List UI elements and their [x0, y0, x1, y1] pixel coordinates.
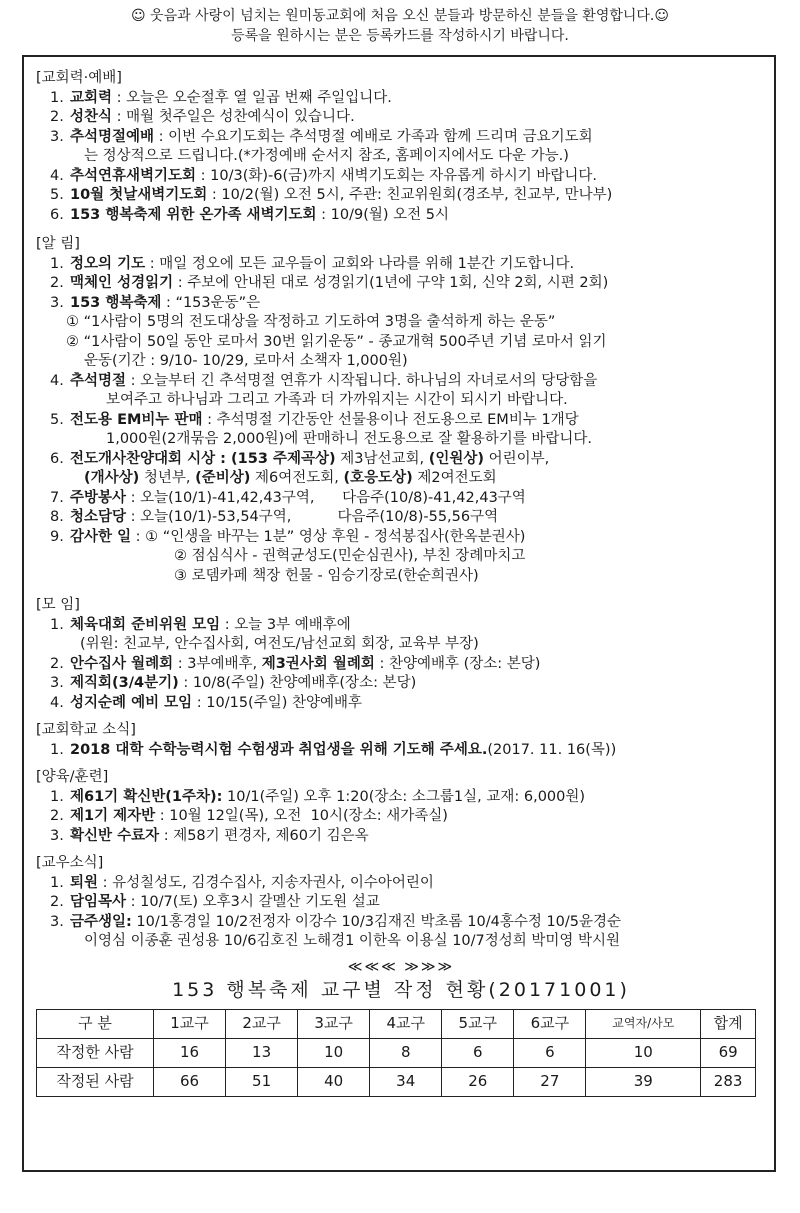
- list-item: 1. 퇴원 : 유성칠성도, 김경수집사, 지송자권사, 이수아어린이: [50, 874, 434, 891]
- table-header-cell: 3교구: [298, 1009, 370, 1038]
- table-header-cell: 합계: [701, 1009, 756, 1038]
- table-cell: 10: [586, 1038, 701, 1067]
- list-item: 8. 청소담당 : 오늘(10/1)-53,54구역, 다음주(10/8)-55,56구역: [50, 509, 499, 525]
- list-item: 4. 추석명절 : 오늘부터 긴 추석명절 연휴가 시작됩니다. 하나님의 자녀로서의 당당함을: [50, 372, 598, 389]
- list-item-continuation: 는 정상적으로 드립니다.(*가정예배 순서지 참조, 홈페이지에서도 다운 가능.): [84, 148, 569, 164]
- list-item: 2. 담임목사 : 10/7(토) 오후3시 갈멜산 기도원 설교: [50, 894, 380, 910]
- list-item: 2. 맥체인 성경읽기 : 주보에 안내된 대로 성경읽기(1년에 구약 1회, 신약 2회, 시편 2회): [50, 275, 609, 291]
- list-item: 2. 성찬식 : 매월 첫주일은 성찬예식이 있습니다.: [50, 109, 355, 125]
- list-item: 5. 전도용 EM비누 판매 : 추석명절 기간동안 선물용이나 전도용으로 EM비누 1개당: [50, 411, 579, 428]
- section-title-members: [교우소식]: [36, 855, 104, 871]
- table-cell: 51: [226, 1067, 298, 1096]
- table-cell: 6: [514, 1038, 586, 1067]
- list-item-continuation: (개사상) 청년부, (준비상) 제6여전도회, (호응도상) 제2여전도회: [84, 470, 497, 486]
- table-title: 153 행복축제 교구별 작정 현황(20171001): [172, 979, 630, 1001]
- list-item: 1. 교회력 : 오늘은 오순절후 열 일곱 번째 주일입니다.: [50, 89, 392, 106]
- list-item: 1. 2018 대학 수학능력시험 수험생과 취업생을 위해 기도해 주세요.(2017. 11. 16(목)): [50, 741, 617, 758]
- decorative-divider: ≪≪≪ ≫≫≫: [347, 958, 455, 975]
- table-header-row: [37, 1009, 756, 1038]
- list-item: 7. 주방봉사 : 오늘(10/1)-41,42,43구역, 다음주(10/8)-41,42,43구역: [50, 489, 526, 506]
- list-item: 4. 성지순례 예비 모임 : 10/15(주일) 찬양예배후: [50, 694, 363, 711]
- list-item-continuation: 이영심 이종훈 권성용 10/6김호진 노해경1 이한옥 이용실 10/7정성희 박미영 박시원: [84, 933, 621, 949]
- table-header-cell: 6교구: [514, 1009, 586, 1038]
- list-item: 2. 제1기 제자반 : 10월 12일(목), 오전 10시(장소: 새가족실): [50, 808, 448, 824]
- list-item-continuation: 운동(기간 : 9/10- 10/29, 로마서 소책자 1,000원): [84, 353, 408, 369]
- section-title-notice: [알 림]: [36, 236, 80, 252]
- table-cell: 6: [442, 1038, 514, 1067]
- list-item-continuation: 1,000원(2개묶음 2,000원)에 판매하니 전도용으로 잘 활용하기를 바랍니다.: [106, 431, 592, 447]
- table-cell: 10: [298, 1038, 370, 1067]
- list-item-continuation: 보여주고 하나님과 그리고 가족과 더 가까워지는 시간이 되시기 바랍니다.: [106, 392, 568, 408]
- table-cell: 40: [298, 1067, 370, 1096]
- section-title-school: [교회학교 소식]: [36, 722, 136, 738]
- list-item: 1. 제61기 확신반(1주차): 10/1(주일) 오후 1:20(장소: 소그룹1실, 교재: 6,000원): [50, 788, 586, 805]
- list-item: 3. 추석명절예배 : 이번 수요기도회는 추석명절 예배로 가족과 함께 드리며 금요기도회: [50, 128, 593, 145]
- list-item: 6. 153 행복축제 위한 온가족 새벽기도회 : 10/9(월) 오전 5시: [50, 206, 450, 223]
- list-item: 3. 153 행복축제 : “153운동”은: [50, 294, 261, 311]
- list-item: 2. 안수집사 월례회 : 3부예배후, 제3권사회 월례회 : 찬양예배후 (장소: 본당): [50, 655, 541, 672]
- table-header-cell: 2교구: [226, 1009, 298, 1038]
- table-row-label: 작정된 사람: [37, 1067, 154, 1096]
- list-item-continuation: (위원: 친교부, 안수집사회, 여전도/남선교회 회장, 교육부 부장): [80, 636, 479, 652]
- table-cell: 69: [701, 1038, 756, 1067]
- table-cell: 66: [154, 1067, 226, 1096]
- section-title-meeting: [모 임]: [36, 597, 80, 613]
- table-cell: 283: [701, 1067, 756, 1096]
- table-cell: 26: [442, 1067, 514, 1096]
- list-item: 6. 전도개사찬양대회 시상 : (153 주제곡상) 제3남선교회, (인원상) 어린이부,: [50, 450, 550, 467]
- table-cell: 16: [154, 1038, 226, 1067]
- section-title-training: [양육/훈련]: [36, 769, 109, 785]
- sub-item: ① “1사람이 5명의 전도대상을 작정하고 기도하여 3명을 출석하게 하는 운동”: [66, 314, 556, 330]
- welcome-header: [0, 6, 800, 46]
- list-item: 4. 추석연휴새벽기도회 : 10/3(화)-6(금)까지 새벽기도회는 자유롭게 하시기 바랍니다.: [50, 167, 598, 184]
- table-row: [37, 1038, 756, 1067]
- table-cell: 13: [226, 1038, 298, 1067]
- table-header-cell: 4교구: [370, 1009, 442, 1038]
- table-cell: 39: [586, 1067, 701, 1096]
- table-row: [37, 1067, 756, 1096]
- worship-list: [36, 89, 766, 226]
- list-item: 1. 정오의 기도 : 매일 정오에 모든 교우들이 교회와 나라를 위해 1분간 기도합니다.: [50, 255, 575, 272]
- sub-item: ② 점심식사 - 권혁균성도(민순심권사), 부친 장례마치고: [174, 548, 526, 564]
- sub-item: ② “1사람이 50일 동안 로마서 30번 읽기운동” - 종교개혁 500주년 기념 로마서 읽기: [66, 333, 607, 350]
- table-cell: 27: [514, 1067, 586, 1096]
- list-item: 1. 체육대회 준비위원 모임 : 오늘 3부 예배후에: [50, 616, 351, 633]
- table-cell: 8: [370, 1038, 442, 1067]
- table-row-label: 작정한 사람: [37, 1038, 154, 1067]
- welcome-line: ☺ 웃음과 사랑이 넘치는 원미동교회에 처음 오신 분들과 방문하신 분들을 환영합니다.☺: [131, 8, 669, 24]
- table-header-cell: 1교구: [154, 1009, 226, 1038]
- list-item: 5. 10월 첫날새벽기도회 : 10/2(월) 오전 5시, 주관: 친교위원회(경조부, 친교부, 만나부): [50, 187, 613, 203]
- table-header-cell: 5교구: [442, 1009, 514, 1038]
- section-title-worship: [교회력·예배]: [36, 70, 122, 86]
- sub-item: ③ 로뎀카페 책장 헌물 - 임승기장로(한순희권사): [174, 567, 479, 584]
- list-item: 3. 제직회(3/4분기) : 10/8(주일) 찬양예배후(장소: 본당): [50, 675, 417, 691]
- registration-line: 등록을 원하시는 분은 등록카드를 작성하시기 바랍니다.: [231, 28, 569, 44]
- bulletin-content: [36, 64, 766, 1097]
- list-item: 3. 확신반 수료자 : 제58기 편경자, 제60기 김은옥: [50, 827, 369, 844]
- table-cell: 34: [370, 1067, 442, 1096]
- pledge-table: [36, 1009, 756, 1097]
- list-item: 9. 감사한 일 : ① “인생을 바꾸는 1분” 영상 후원 - 정석봉집사(한옥분권사): [50, 528, 526, 545]
- table-header-cell: 교역자/사모: [586, 1009, 701, 1038]
- table-header-cell: 구 분: [37, 1009, 154, 1038]
- list-item: 3. 금주생일: 10/1홍경일 10/2전정자 이강수 10/3김재진 박초롬 10/4홍수정 10/5윤경순: [50, 913, 622, 930]
